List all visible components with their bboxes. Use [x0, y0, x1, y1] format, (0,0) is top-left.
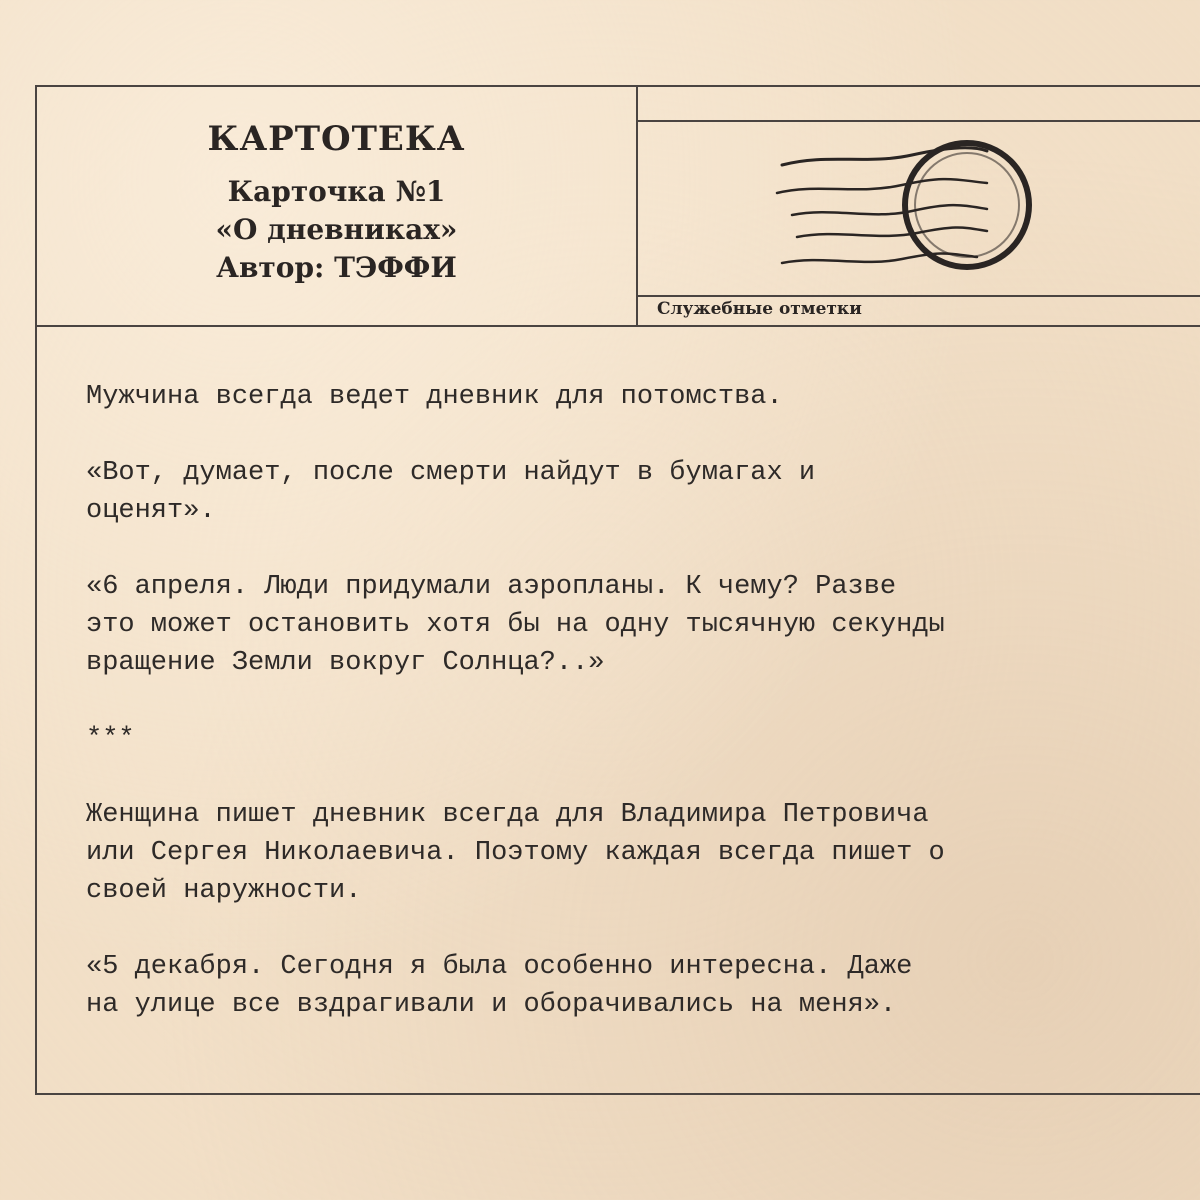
paragraph-4: Женщина пишет дневник всегда для Владимира Петровича или Сергея Николаевича. Поэтому каждая всегда пишет о своей наружности. [86, 800, 945, 906]
header-divider [37, 325, 1200, 327]
card-number: Карточка №1 [227, 175, 446, 208]
postmark-stamp-icon [737, 125, 1057, 295]
paragraph-3: «6 апреля. Люди придумали аэропланы. К чему? Разве это может остановить хотя бы на одну тысячную секунды вращение Земли вокруг Солнца?..» [86, 572, 945, 678]
catalog-title: КАРТОТЕКА [207, 119, 466, 159]
card-subject: «О дневниках» [215, 213, 458, 246]
card-body [86, 378, 1126, 1024]
paragraph-2: «Вот, думает, после смерти найдут в бумагах и оценят». [86, 458, 816, 526]
stamp-box-bottom-line [638, 295, 1200, 297]
header-vertical-divider [636, 87, 638, 327]
card-title-block [37, 87, 636, 325]
service-marks-label: Служебные отметки [657, 299, 862, 319]
stamp-box-top-line [638, 120, 1200, 122]
paragraph-1: Мужчина всегда ведет дневник для потомства. [86, 382, 783, 412]
separator: *** [86, 724, 135, 754]
card-author: Автор: ТЭФФИ [216, 251, 457, 284]
paragraph-5: «5 декабря. Сегодня я была особенно интересна. Даже на улице все вздрагивали и оборачивались на меня». [86, 952, 913, 1020]
